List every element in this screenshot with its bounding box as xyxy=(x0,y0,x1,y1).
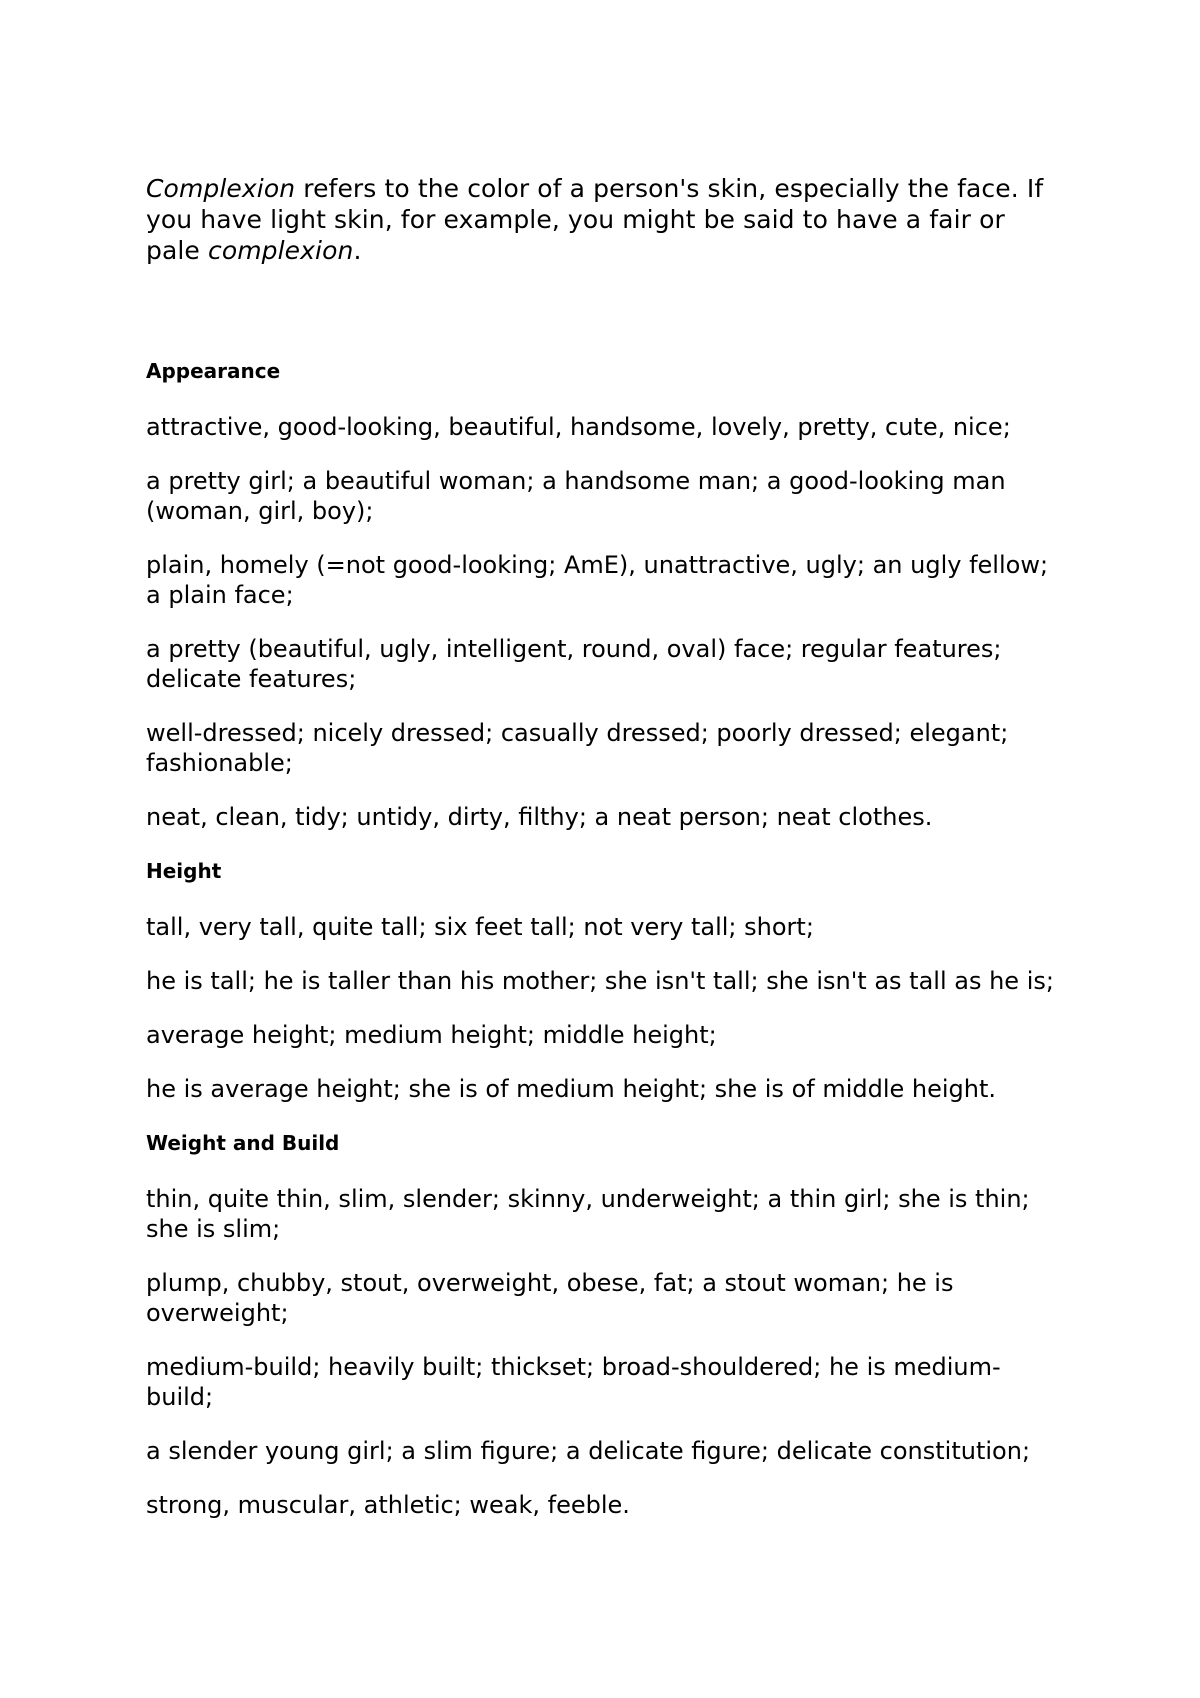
section-heading: Weight and Build xyxy=(146,1131,340,1155)
section-weight-and-build xyxy=(146,1130,1066,1520)
list-item: average height; medium height; middle height; xyxy=(146,1021,717,1049)
list-item: neat, clean, tidy; untidy, dirty, filthy; a neat person; neat clothes. xyxy=(146,803,933,831)
list-item: he is average height; she is of medium height; she is of middle height. xyxy=(146,1075,997,1103)
intro-text-1: refers to the color of a person's skin, especially the face. If you have light skin, for example, you might be said to have a fair or pale xyxy=(146,174,1044,265)
intro-paragraph xyxy=(146,173,1066,266)
section-height xyxy=(146,858,1066,1104)
section-heading: Height xyxy=(146,859,222,883)
intro-term: Complexion xyxy=(146,174,296,203)
list-item: a pretty (beautiful, ugly, intelligent, round, oval) face; regular features; delicate features; xyxy=(146,635,1002,693)
entry-list xyxy=(146,412,1066,832)
entry-list xyxy=(146,1184,1066,1520)
section-appearance xyxy=(146,358,1066,832)
list-item: attractive, good-looking, beautiful, handsome, lovely, pretty, cute, nice; xyxy=(146,413,1011,441)
intro-term-2: complexion xyxy=(207,236,354,265)
list-item: medium-build; heavily built; thickset; broad-shouldered; he is medium-build; xyxy=(146,1353,1001,1411)
document-content xyxy=(146,173,1066,1520)
list-item: well-dressed; nicely dressed; casually dressed; poorly dressed; elegant; fashionable; xyxy=(146,719,1009,777)
list-item: tall, very tall, quite tall; six feet tall; not very tall; short; xyxy=(146,913,814,941)
list-item: strong, muscular, athletic; weak, feeble. xyxy=(146,1491,630,1519)
list-item: he is tall; he is taller than his mother; she isn't tall; she isn't as tall as he is; xyxy=(146,967,1054,995)
list-item: a slender young girl; a slim figure; a delicate figure; delicate constitution; xyxy=(146,1437,1031,1465)
section-heading: Appearance xyxy=(146,359,281,383)
list-item: plain, homely (=not good-looking; AmE), unattractive, ugly; an ugly fellow; a plain face; xyxy=(146,551,1049,609)
list-item: thin, quite thin, slim, slender; skinny, underweight; a thin girl; she is thin; she is slim; xyxy=(146,1185,1030,1243)
list-item: a pretty girl; a beautiful woman; a handsome man; a good-looking man (woman, girl, boy); xyxy=(146,467,1006,525)
intro-text-2: . xyxy=(353,236,362,265)
entry-list xyxy=(146,912,1066,1104)
list-item: plump, chubby, stout, overweight, obese, fat; a stout woman; he is overweight; xyxy=(146,1269,954,1327)
